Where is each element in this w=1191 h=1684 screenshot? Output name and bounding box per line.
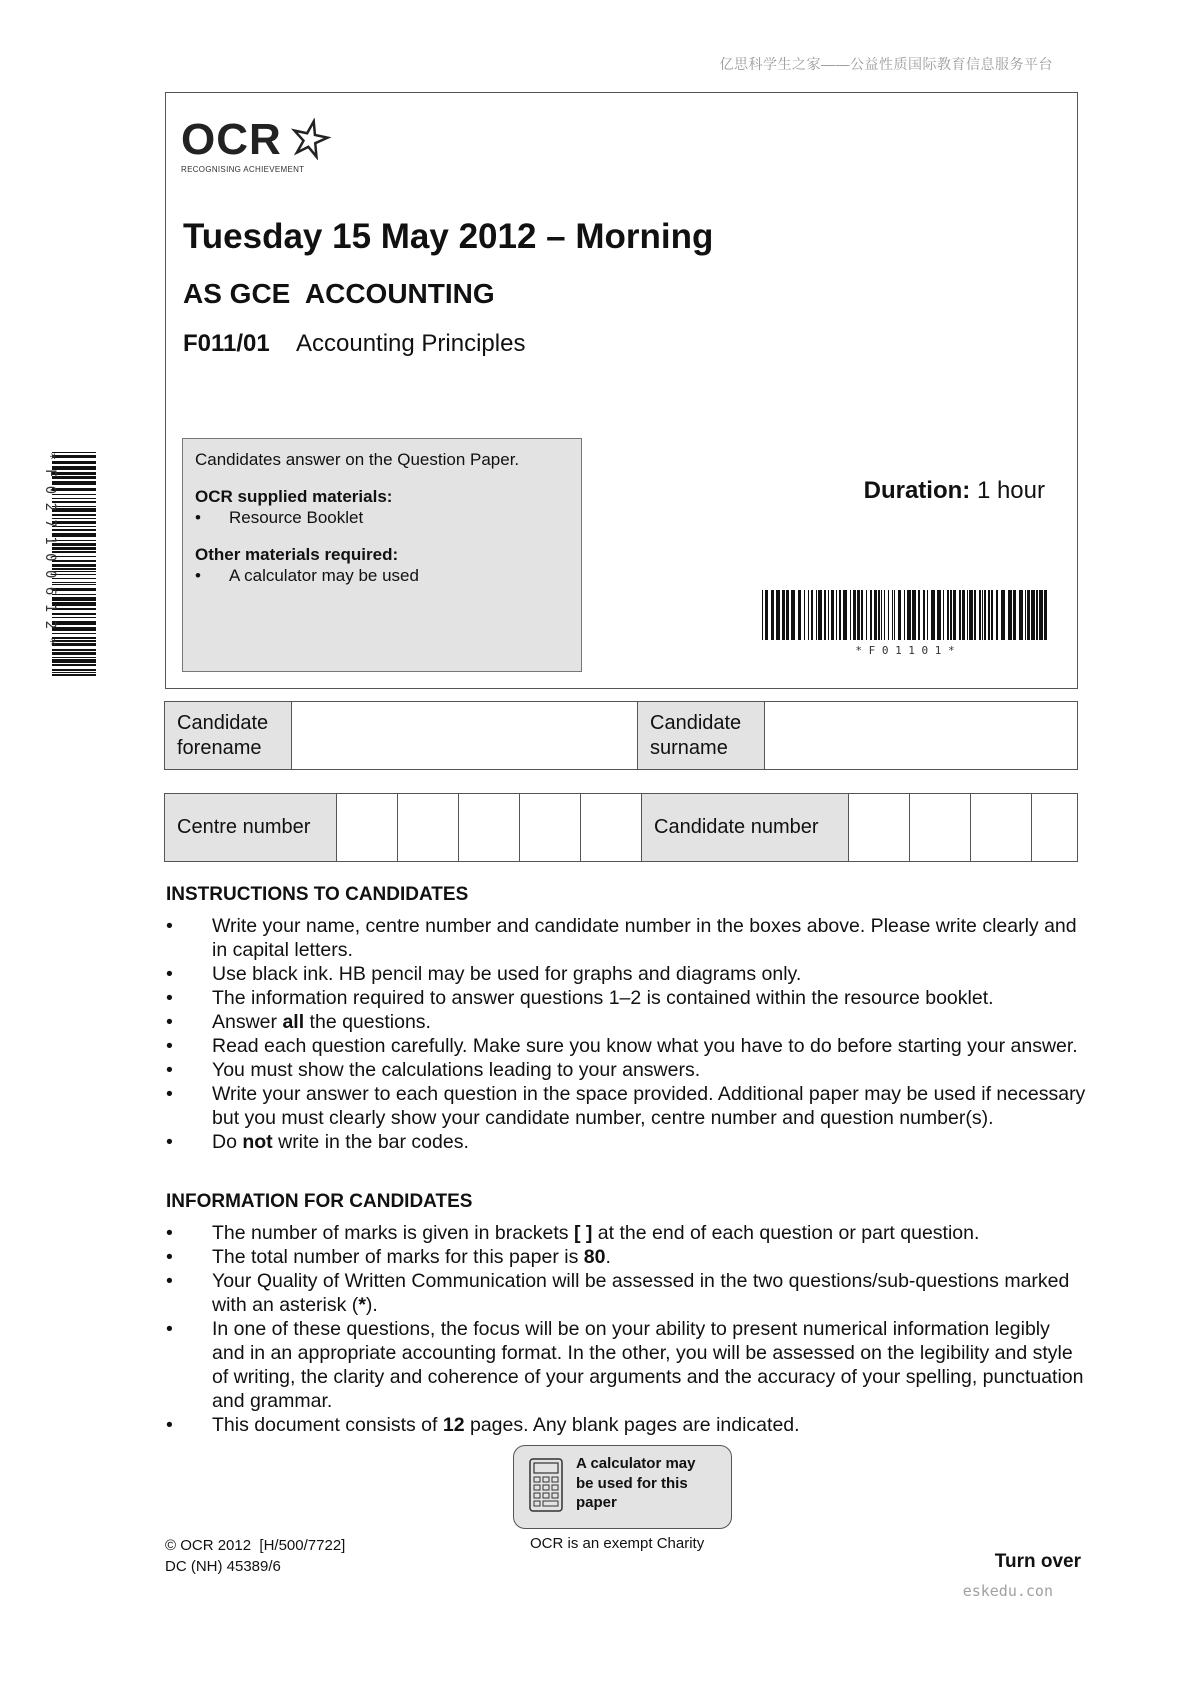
centre-number-box[interactable]: [337, 794, 398, 862]
barcode-bar: [824, 590, 826, 640]
barcode-bar: [884, 590, 885, 640]
barcode-bar: [947, 590, 949, 640]
bullet: •: [195, 566, 201, 585]
exam-date: Tuesday 15 May 2012 – Morning: [183, 217, 714, 256]
barcode-bar: [988, 590, 990, 640]
barcode-bar: [923, 590, 925, 640]
barcode-bar: [967, 590, 968, 640]
barcode-bar: [918, 590, 920, 640]
barcode-bar: [782, 590, 785, 640]
barcode-bar: [828, 590, 829, 640]
barcode-bar: [798, 590, 801, 640]
barcode-bar: [850, 590, 851, 640]
barcode-bar: [1031, 590, 1035, 640]
barcode-bar: [811, 590, 813, 640]
watermark-top: 亿思科学生之家——公益性质国际教育信息服务平台: [719, 56, 1053, 72]
barcode-bar: [1027, 590, 1030, 640]
information-list: [166, 1221, 1086, 1437]
charity-note: OCR is an exempt Charity: [530, 1535, 705, 1552]
list-item: • Do not write in the bar codes.: [166, 1131, 469, 1153]
subject-title: AS GCE ACCOUNTING: [183, 278, 495, 309]
barcode-bar: [931, 590, 935, 640]
barcode-bar: [953, 590, 956, 640]
paper-code: F011/01: [183, 330, 270, 357]
ocr-logo: [181, 115, 305, 174]
centre-number-box[interactable]: [520, 794, 581, 862]
duration: [864, 477, 1045, 505]
list-item: • The number of marks is given in brackets [ ] at the end of each question or part question.: [166, 1222, 980, 1244]
barcode-bar: [874, 590, 877, 640]
barcode-bar: [892, 590, 893, 640]
side-barcode: [40, 450, 100, 680]
candidate-number-box[interactable]: [910, 794, 971, 862]
footer-left: [165, 1535, 345, 1577]
barcode-bar: [818, 590, 822, 640]
candidate-name-table: [164, 701, 1078, 770]
other-material-item: • A calculator may be used: [195, 566, 419, 585]
paper-barcode: [760, 590, 1050, 656]
barcode-bar: [776, 590, 780, 640]
barcode-bar: [765, 590, 768, 640]
barcode-bar: [857, 590, 860, 640]
list-item: • The total number of marks for this paper is 80.: [166, 1246, 611, 1268]
barcode-bar: [1039, 590, 1043, 640]
side-barcode-text: * F 0 2 7 1 0 0 6 1 2 *: [42, 452, 58, 646]
forename-input[interactable]: [292, 702, 638, 770]
list-item: • Answer all the questions.: [166, 1011, 431, 1033]
logo-tagline: RECOGNISING ACHIEVEMENT: [181, 165, 305, 174]
barcode-bar: [52, 649, 96, 651]
logo-star-icon: [289, 118, 331, 160]
barcode-bar: [969, 590, 973, 640]
barcode-bar: [52, 672, 96, 673]
copyright: © OCR 2012 [H/500/7722]: [165, 1537, 346, 1554]
barcode-bar: [943, 590, 944, 640]
surname-input[interactable]: [765, 702, 1078, 770]
document-ref: DC (NH) 45389/6: [165, 1558, 281, 1575]
candidate-number-box[interactable]: [1032, 794, 1078, 862]
barcode-bar: [786, 590, 789, 640]
instructions-list: [166, 914, 1086, 1154]
barcode-bar: [836, 590, 837, 640]
other-materials-heading: Other materials required:: [195, 545, 399, 564]
barcode-bar: [1001, 590, 1005, 640]
list-item: • Use black ink. HB pencil may be used for graphs and diagrams only.: [166, 963, 802, 985]
barcode-text: * F 0 1 1 0 1 *: [855, 644, 955, 656]
barcode-bar: [898, 590, 901, 640]
barcode-bar: [831, 590, 834, 640]
calculator-notice: [513, 1445, 732, 1529]
centre-number-box[interactable]: [581, 794, 642, 862]
candidate-number-table: [164, 793, 1078, 862]
barcode-bar: [762, 590, 763, 640]
barcode-bar: [870, 590, 872, 640]
duration-label: Duration:: [863, 477, 971, 504]
barcode-bar: [888, 590, 889, 640]
barcode-bar: [816, 590, 817, 640]
centre-number-box[interactable]: [398, 794, 459, 862]
materials-box: [182, 438, 582, 672]
duration-value: 1 hour: [976, 477, 1045, 504]
barcode-bar: [52, 659, 96, 663]
list-item: • Write your name, centre number and candidate number in the boxes above. Please write clearly and in capital letters.: [166, 915, 1077, 961]
barcode-bar: [52, 669, 96, 671]
barcode-bar: [52, 657, 96, 658]
barcode-bar: [937, 590, 941, 640]
paper-title: Accounting Principles: [296, 330, 526, 357]
list-item: • The information required to answer questions 1–2 is contained within the resource booklet.: [166, 987, 994, 1009]
list-item: • Read each question carefully. Make sure you know what you have to do before starting your answer.: [166, 1035, 1078, 1057]
supplied-materials-heading: OCR supplied materials:: [195, 487, 393, 506]
barcode-bar: [843, 590, 847, 640]
barcode-bar: [853, 590, 856, 640]
list-item: • Write your answer to each question in the space provided. Additional paper may be used if necessary but you must clearly show your candidate number, centre number and question number(s).: [166, 1083, 1086, 1129]
barcode-bar: [52, 664, 96, 666]
barcode-bar: [974, 590, 976, 640]
barcode-bar: [962, 590, 965, 640]
list-item: • You must show the calculations leading to your answers.: [166, 1059, 701, 1081]
barcode-bar: [979, 590, 981, 640]
barcode-bar: [894, 590, 895, 640]
calculator-notice-text: A calculator may be used for this paper: [576, 1455, 696, 1511]
candidate-number-box[interactable]: [849, 794, 910, 862]
barcode-bar: [1025, 590, 1026, 640]
barcode-bar: [1008, 590, 1012, 640]
barcode-bar: [771, 590, 774, 640]
barcode-bar: [804, 590, 805, 640]
barcode-bar: [927, 590, 928, 640]
barcode-bar: [791, 590, 795, 640]
barcode-bar: [808, 590, 809, 640]
barcode-bar: [52, 674, 96, 676]
barcode-bar: [991, 590, 993, 640]
barcode-bar: [1044, 590, 1047, 640]
list-item: • In one of these questions, the focus will be on your ability to present numerical information legibly and in an appropriate accounting format. In the other, you will be assessed on the legibility and style of writing, the clarity and coherence of your arguments and the accuracy of your spelling, punctuation and grammar.: [166, 1318, 1084, 1412]
list-item: • This document consists of 12 pages. Any blank pages are indicated.: [166, 1414, 800, 1436]
surname-label: Candidate surname: [638, 702, 765, 770]
barcode-bar: [950, 590, 952, 640]
supplied-material-item: • Resource Booklet: [195, 508, 364, 527]
barcode-bar: [881, 590, 882, 640]
barcode-bar: [878, 590, 880, 640]
barcode-bar: [1019, 590, 1023, 640]
barcode-bar: [839, 590, 841, 640]
bullet: •: [195, 508, 201, 527]
barcode-bar: [904, 590, 905, 640]
barcode-bar: [1013, 590, 1016, 640]
barcode-bar: [866, 590, 867, 640]
watermark-bottom: eskedu.con: [962, 1582, 1053, 1600]
candidate-number-box[interactable]: [971, 794, 1032, 862]
centre-number-box[interactable]: [459, 794, 520, 862]
barcode-bar: [1036, 590, 1038, 640]
barcode-bar: [996, 590, 998, 640]
barcode-bar: [959, 590, 961, 640]
logo-text: OCR: [181, 115, 282, 164]
materials-intro: Candidates answer on the Question Paper.: [195, 450, 520, 469]
list-item: • Your Quality of Written Communication will be assessed in the two questions/sub-questions marked with an asterisk (*).: [166, 1270, 1070, 1316]
instructions-heading: INSTRUCTIONS TO CANDIDATES: [166, 884, 469, 905]
turn-over: Turn over: [994, 1551, 1081, 1572]
barcode-bar: [912, 590, 916, 640]
barcode-bar: [984, 590, 986, 640]
barcode-bar: [982, 590, 983, 640]
candidate-number-label: Candidate number: [642, 794, 849, 862]
barcode-bar: [861, 590, 863, 640]
information-heading: INFORMATION FOR CANDIDATES: [166, 1191, 473, 1212]
barcode-bar: [907, 590, 911, 640]
barcode-bar: [52, 652, 96, 655]
calculator-icon: [529, 1458, 563, 1512]
forename-label: Candidate forename: [165, 702, 292, 770]
centre-number-label: Centre number: [165, 794, 337, 862]
